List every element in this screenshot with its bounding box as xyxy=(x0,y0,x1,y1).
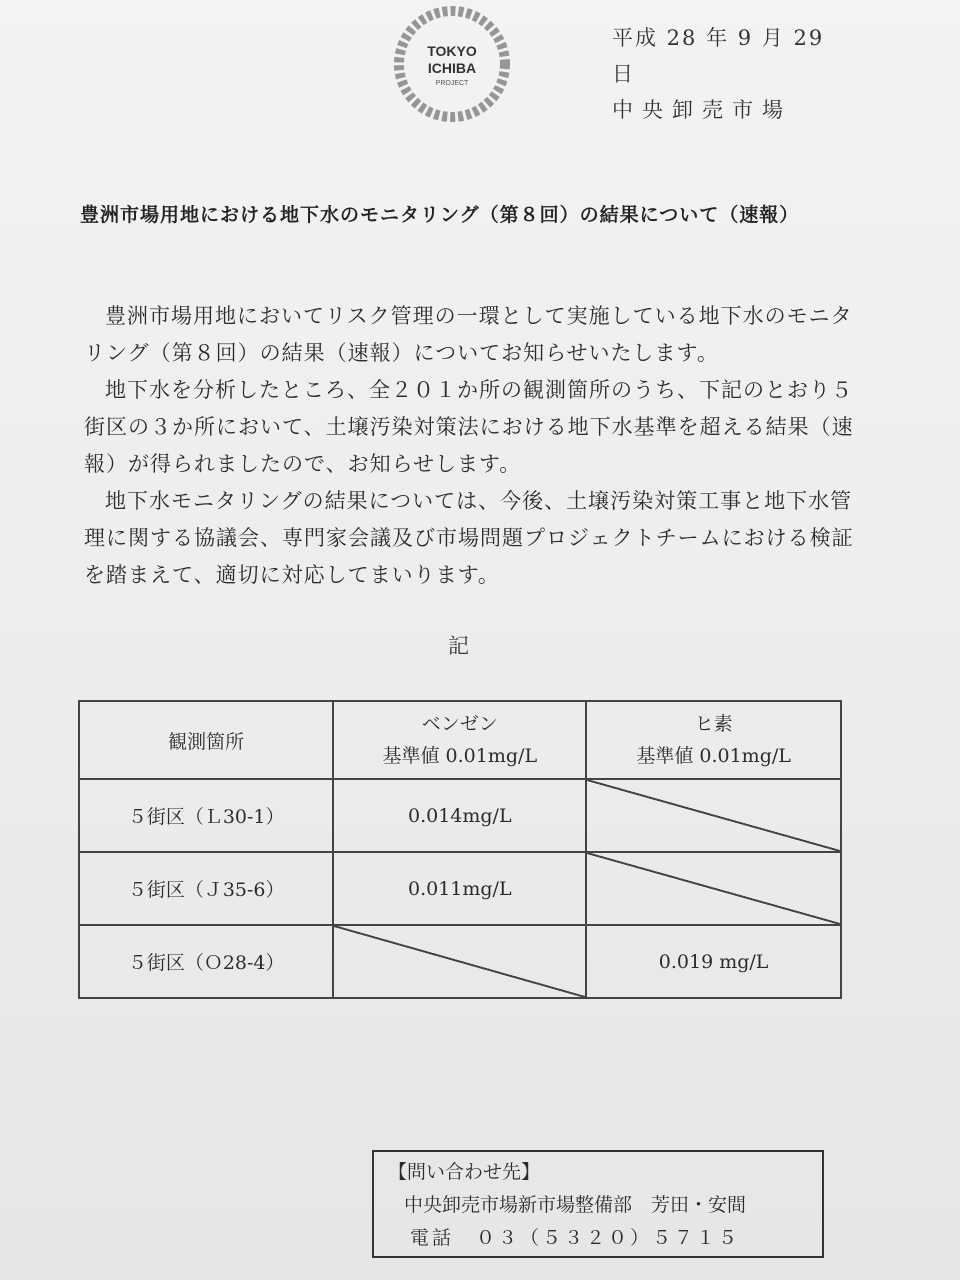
row-site: ５街区（Ｌ30-1） xyxy=(79,779,333,852)
table-row xyxy=(79,852,841,925)
table-row xyxy=(79,925,841,998)
contact-box xyxy=(372,1150,824,1258)
body-text xyxy=(84,298,854,594)
table-row xyxy=(79,779,841,852)
row-benzene-value: 0.011mg/L xyxy=(333,852,586,925)
results-table xyxy=(78,700,842,999)
body-paragraph-3: 地下水モニタリングの結果については、今後、土壌汚染対策工事と地下水管理に関する協議会、専門家会議及び市場問題プロジェクトチームにおける検証を踏まえて、適切に対応してまいります。 xyxy=(84,489,854,587)
row-benzene-not-applicable xyxy=(333,925,586,998)
contact-heading: 【問い合わせ先】 xyxy=(388,1161,541,1183)
svg-text:TOKYO: TOKYO xyxy=(427,43,477,59)
row-site: ５街区（Ｏ28-4） xyxy=(79,925,333,998)
svg-text:PROJECT: PROJECT xyxy=(435,80,469,87)
ki-heading: 記 xyxy=(448,634,469,658)
table-header-row xyxy=(79,701,841,779)
issue-date: 平成 28 年 9 月 29 日 xyxy=(612,26,825,86)
issuer-name: 中央卸売市場 xyxy=(612,98,792,122)
row-arsenic-value: 0.019 mg/L xyxy=(586,925,841,998)
row-benzene-value: 0.014mg/L xyxy=(333,779,586,852)
document-title: 豊洲市場用地における地下水のモニタリング（第８回）の結果について（速報） xyxy=(80,204,800,226)
header-benzene-standard: 基準値 0.01mg/L xyxy=(382,745,538,767)
row-site: ５街区（Ｊ35-6） xyxy=(79,852,333,925)
contact-department: 中央卸売市場新市場整備部 芳田・安間 xyxy=(404,1194,747,1216)
contact-phone: 電話 ０３（５３２０）５７１５ xyxy=(410,1227,741,1249)
row-arsenic-not-applicable xyxy=(586,779,841,852)
header-arsenic-standard: 基準値 0.01mg/L xyxy=(636,745,791,767)
header-benzene-label: ベンゼン xyxy=(421,713,498,735)
header-site: 観測箇所 xyxy=(79,701,333,779)
header-arsenic-label: ヒ素 xyxy=(694,713,733,735)
tokyo-ichiba-project-logo xyxy=(382,6,522,124)
header-date-block xyxy=(612,20,842,128)
header-benzene xyxy=(333,701,586,779)
header-arsenic xyxy=(586,701,841,779)
body-paragraph-2: 地下水を分析したところ、全２０１か所の観測箇所のうち、下記のとおり５街区の３か所において、土壌汚染対策法における地下水基準を超える結果（速報）が得られましたので、お知らせします。 xyxy=(84,378,854,476)
svg-text:ICHIBA: ICHIBA xyxy=(427,60,477,76)
row-arsenic-not-applicable xyxy=(586,852,841,925)
body-paragraph-1: 豊洲市場用地においてリスク管理の一環として実施している地下水のモニタリング（第８回）の結果（速報）についてお知らせいたします。 xyxy=(84,304,853,365)
